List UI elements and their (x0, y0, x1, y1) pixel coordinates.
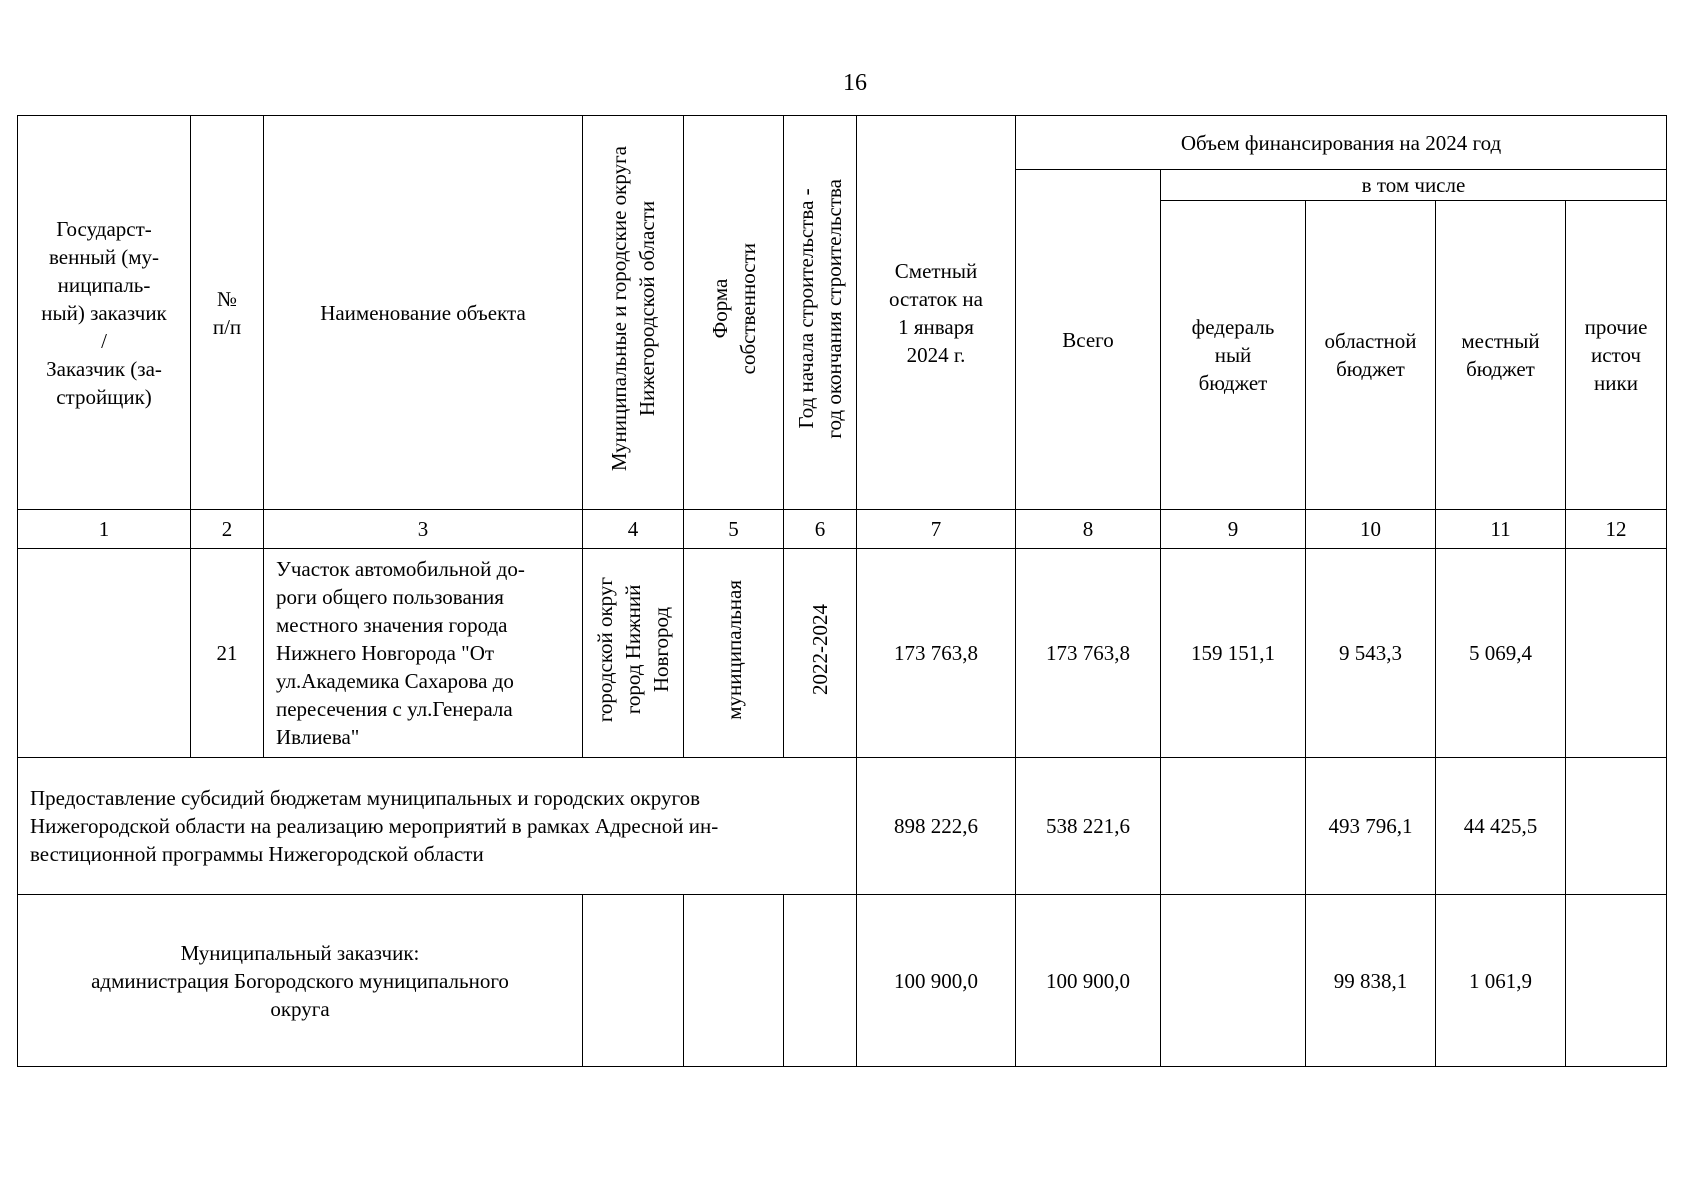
header-customer-cell (18, 116, 191, 510)
object-years-cell (784, 549, 857, 758)
object-estimated-balance: 173 763,8 (857, 549, 1016, 758)
header-num: № п/п (212, 286, 242, 339)
subsidy-estimated-balance: 898 222,6 (857, 758, 1016, 895)
customer-label: Муниципальный заказчик: администрация Богородского муниципального округа (91, 940, 509, 1021)
column-number: 2 (191, 510, 264, 549)
object-customer-cell (18, 549, 191, 758)
header-federal-cell (1161, 201, 1306, 510)
column-number: 11 (1436, 510, 1566, 549)
customer-district-cell (583, 895, 684, 1067)
customer-label-cell (18, 895, 583, 1067)
object-years: 2022-2024 (808, 604, 832, 695)
customer-ownership-cell (684, 895, 784, 1067)
header-estimated-balance-cell (857, 116, 1016, 510)
subsidy-total: 538 221,6 (1016, 758, 1161, 895)
header-object-name-cell (264, 116, 583, 510)
object-name-cell (264, 549, 583, 758)
object-name: Участок автомобильной до- роги общего пользования местного значения города Нижнего Новгорода "От ул.Академика Сахарова до пересечения с ул.Генерала Ивлиева" (276, 557, 525, 749)
investment-program-table (17, 115, 1667, 1067)
customer-total: 100 900,0 (1016, 895, 1161, 1067)
subsidy-label: Предоставление субсидий бюджетам муниципальных и городских округов Нижегородской области на реализацию мероприятий в рамках Адресной ин- вестиционной программы Нижегородской области (30, 786, 719, 866)
customer-years-cell (784, 895, 857, 1067)
customer-federal (1161, 895, 1306, 1067)
object-ownership-cell (684, 549, 784, 758)
header-years-cell (784, 116, 857, 510)
header-federal-budget: федераль ный бюджет (1191, 315, 1275, 395)
header-construction-years: Год начала строительства - год окончания строительства (794, 179, 846, 439)
customer-local: 1 061,9 (1436, 895, 1566, 1067)
header-total-cell (1016, 170, 1161, 510)
subsidy-local: 44 425,5 (1436, 758, 1566, 895)
header-local-cell (1436, 201, 1566, 510)
object-ownership: муниципальная (721, 579, 746, 720)
subsidy-regional: 493 796,1 (1306, 758, 1436, 895)
header-num-cell (191, 116, 264, 510)
column-number: 12 (1566, 510, 1667, 549)
header-regional-cell (1306, 201, 1436, 510)
header-estimated-balance: Сметный остаток на 1 января 2024 г. (889, 258, 983, 367)
object-local: 5 069,4 (1436, 549, 1566, 758)
header-ownership-cell (684, 116, 784, 510)
header-municipal-districts: Муниципальные и городские округа Нижегородской области (607, 146, 659, 472)
table-row-subsidy (18, 758, 1667, 895)
table-row-object (18, 549, 1667, 758)
header-other-sources: прочие источ ники (1584, 315, 1648, 395)
object-federal: 159 151,1 (1161, 549, 1306, 758)
header-including-cell (1161, 170, 1667, 201)
header-local-budget: местный бюджет (1461, 329, 1540, 381)
header-financing-volume: Объем финансирования на 2024 год (1180, 130, 1502, 155)
object-district: городской округ город Нижний Новгород (593, 576, 673, 723)
customer-estimated-balance: 100 900,0 (857, 895, 1016, 1067)
object-number: 21 (191, 549, 264, 758)
column-number: 5 (684, 510, 784, 549)
object-total: 173 763,8 (1016, 549, 1161, 758)
table-row-municipal-customer (18, 895, 1667, 1067)
header-customer: Государст- венный (му- ниципаль- ный) заказчик / Заказчик (за- стройщик) (41, 216, 167, 409)
column-number: 9 (1161, 510, 1306, 549)
column-number: 3 (264, 510, 583, 549)
column-numbers-row (18, 510, 1667, 549)
object-regional: 9 543,3 (1306, 549, 1436, 758)
header-ownership-form: Форма собственности (707, 243, 760, 375)
column-number: 6 (784, 510, 857, 549)
subsidy-federal (1161, 758, 1306, 895)
column-number: 10 (1306, 510, 1436, 549)
object-district-cell (583, 549, 684, 758)
header-object-name: Наименование объекта (320, 300, 526, 325)
column-number: 4 (583, 510, 684, 549)
column-number: 1 (18, 510, 191, 549)
customer-other (1566, 895, 1667, 1067)
header-financing-volume-cell (1016, 116, 1667, 170)
column-number: 7 (857, 510, 1016, 549)
header-row-1 (18, 116, 1667, 170)
subsidy-other (1566, 758, 1667, 895)
column-number: 8 (1016, 510, 1161, 549)
header-including: в том числе (1361, 173, 1466, 197)
subsidy-label-cell (18, 758, 857, 895)
page-number: 16 (843, 70, 867, 96)
customer-regional: 99 838,1 (1306, 895, 1436, 1067)
header-districts-cell (583, 116, 684, 510)
object-other (1566, 549, 1667, 758)
header-regional-budget: областной бюджет (1324, 329, 1417, 381)
header-total: Всего (1062, 327, 1114, 352)
header-other-cell (1566, 201, 1667, 510)
